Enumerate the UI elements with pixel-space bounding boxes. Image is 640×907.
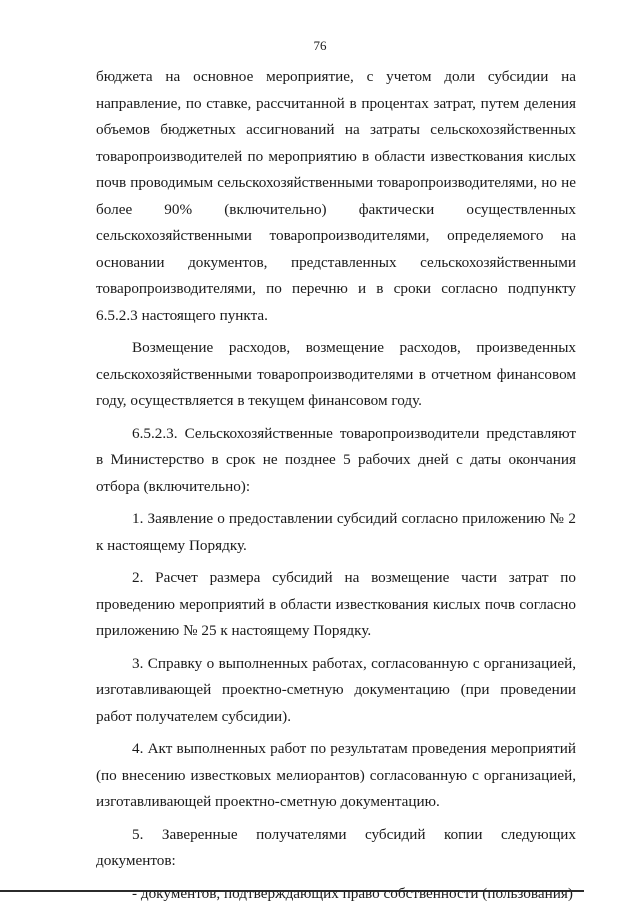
list-item-5: 5. Заверенные получателями субсидий копии следующих документов: bbox=[96, 822, 576, 875]
bottom-divider bbox=[0, 890, 584, 892]
list-item-2: 2. Расчет размера субсидий на возмещение части затрат по проведению мероприятий в области известкования кислых почв согласно приложению № 25 к настоящему Порядку. bbox=[96, 565, 576, 645]
paragraph-continuation: бюджета на основное мероприятие, с учетом доли субсидии на направление, по ставке, рассчитанной в процентах затрат, путем деления объемов бюджетных ассигнований на затраты сельскохозяйственных товаропроизводителей по мероприятию в области известкования кислых почв проводимым сельскохозяйственными товаропроизводителями, но не более 90% (включительно) фактически осуществленных сельскохозяйственными товаропроизводителями, определяемого на основании документов, представленных сельскохозяйственными товаропроизводителями, по перечню и в сроки согласно подпункту 6.5.2.3 настоящего пункта. bbox=[96, 64, 576, 329]
paragraph-6-5-2-3: 6.5.2.3. Сельскохозяйственные товаропроизводители представляют в Министерство в срок не позднее 5 рабочих дней с даты окончания отбора (включительно): bbox=[96, 421, 576, 501]
list-item-1: 1. Заявление о предоставлении субсидий согласно приложению № 2 к настоящему Порядку. bbox=[96, 506, 576, 559]
list-item-3: 3. Справку о выполненных работах, согласованную с организацией, изготавливающей проектно-сметную документацию (при проведении работ получателем субсидии). bbox=[96, 651, 576, 731]
page-number: 76 bbox=[0, 38, 640, 54]
document-body bbox=[96, 64, 576, 907]
list-item-4: 4. Акт выполненных работ по результатам проведения мероприятий (по внесению известковых мелиорантов) согласованную с организацией, изготавливающей проектно-сметную документацию. bbox=[96, 736, 576, 816]
sub-item-ownership-documents: - документов, подтверждающих право собственности (пользования) bbox=[96, 881, 576, 907]
paragraph-reimbursement: Возмещение расходов, возмещение расходов, произведенных сельскохозяйственными товаропроизводителями в отчетном финансовом году, осуществляется в текущем финансовом году. bbox=[96, 335, 576, 415]
